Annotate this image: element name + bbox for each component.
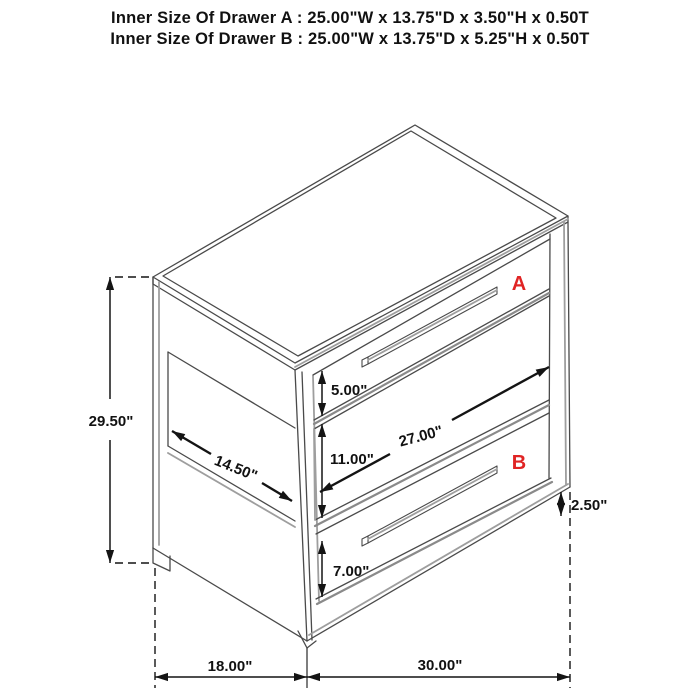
drawer-a-handle-endcap — [362, 357, 368, 367]
drawer-a-handle-highlight — [368, 290, 497, 360]
drawer-a-label: A — [511, 273, 527, 295]
header-line-drawer-b: Inner Size Of Drawer B : 25.00"W x 13.75"D x 5.25"H x 0.50T — [110, 30, 590, 48]
side-bottom-edge — [153, 548, 307, 641]
shelf-depth-dim-line-lower — [262, 483, 292, 501]
overall-depth-label: 18.00" — [207, 658, 253, 675]
drawer-b-front-height-label: 7.00" — [333, 563, 370, 580]
opening-inner-left-wall — [314, 429, 315, 520]
shelf-opening-top-edge — [314, 296, 549, 429]
header-line-drawer-a: Inner Size Of Drawer A : 25.00"W x 13.75"D x 3.50"H x 0.50T — [111, 9, 589, 27]
drawer-b-label: B — [511, 452, 527, 474]
base-clearance-label: 2.50" — [571, 497, 608, 514]
front-right-edge — [568, 222, 570, 487]
front-right-edge-bevel — [564, 222, 566, 485]
base-top-bevel — [309, 484, 568, 635]
side-opening-top-edge — [168, 352, 295, 428]
front-left-edge — [295, 370, 307, 641]
shelf-opening-height-label: 11.00" — [330, 451, 374, 468]
cabinet-top-panel — [153, 125, 568, 370]
drawer-b-handle-highlight — [368, 469, 497, 539]
drawer-b-bottom-edge — [316, 478, 551, 599]
top-edge-bevel — [295, 219, 568, 367]
shelf-depth-label: 14.50" — [211, 452, 260, 485]
drawer-b-handle-endcap — [362, 536, 368, 546]
overall-height-label: 29.50" — [88, 413, 134, 430]
dimension-labels — [89, 273, 608, 675]
shelf-opening-width-label: 27.00" — [397, 422, 445, 451]
front-right-stile-inner — [549, 234, 550, 478]
drawer-a-bottom-bevel — [314, 293, 549, 424]
drawer-handles — [362, 287, 497, 546]
overall-width-label: 30.00" — [417, 657, 463, 674]
shelf-depth-dim-line-upper — [172, 431, 211, 454]
drawer-a-front-height-label: 5.00" — [331, 382, 368, 399]
rear-leg — [153, 548, 170, 571]
front-left-edge-inner — [302, 372, 312, 640]
